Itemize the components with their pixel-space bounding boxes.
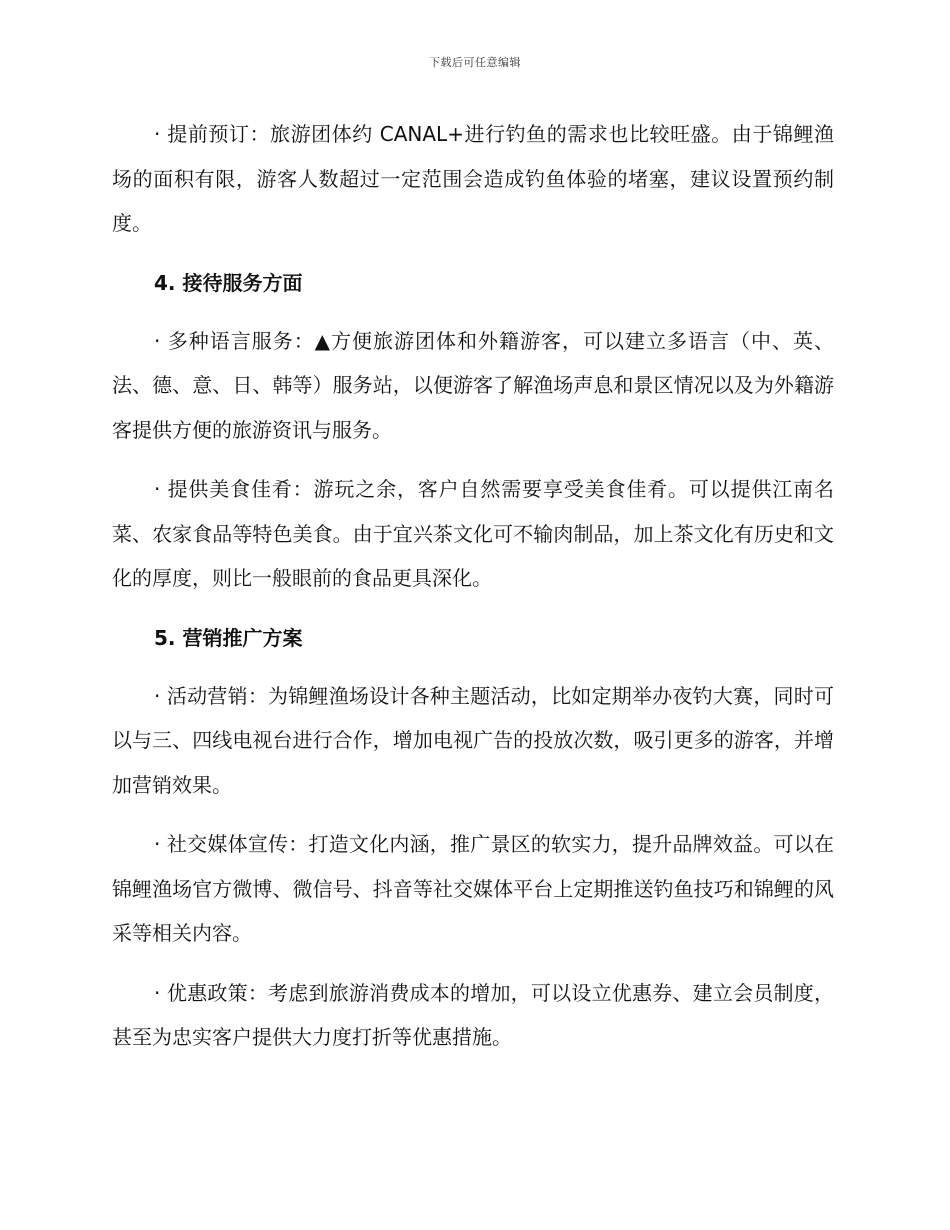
paragraph-multilingual-service: · 多种语言服务：▲方便旅游团体和外籍游客，可以建立多语言（中、英、法、德、意、日、韩等）服务站，以便游客了解渔场声息和景区情况以及为外籍游客提供方便的旅游资讯与服务。 (112, 328, 834, 442)
document-body (112, 112, 834, 1075)
section-heading-reception-service: 4. 接待服务方面 (154, 270, 303, 295)
paragraph-food-service: · 提供美食佳肴：游玩之余，客户自然需要享受美食佳肴。可以提供江南名菜、农家食品等特色美食。由于宜兴茶文化可不输肉制品，加上茶文化有历史和文化的厚度，则比一般眼前的食品更具深化。 (112, 477, 834, 590)
page-header: 下载后可任意编辑 (429, 56, 521, 69)
paragraph-advance-booking: · 提前预订：旅游团体约 CANAL+进行钓鱼的需求也比较旺盛。由于锦鲤渔场的面积有限，游客人数超过一定范围会造成钓鱼体验的堵塞，建议设置预约制度。 (112, 122, 834, 235)
paragraph-event-marketing: · 活动营销：为锦鲤渔场设计各种主题活动，比如定期举办夜钓大赛，同时可以与三、四线电视台进行合作，增加电视广告的投放次数，吸引更多的游客，并增加营销效果。 (112, 683, 834, 797)
paragraph-discount-policy: · 优惠政策：考虑到旅游消费成本的增加，可以设立优惠券、建立会员制度，甚至为忠实客户提供大力度打折等优惠措施。 (112, 980, 834, 1049)
paragraph-social-media: · 社交媒体宣传：打造文化内涵，推广景区的软实力，提升品牌效益。可以在锦鲤渔场官方微博、微信号、抖音等社交媒体平台上定期推送钓鱼技巧和锦鲤的风采等相关内容。 (112, 832, 834, 945)
section-heading-marketing-plan: 5. 营销推广方案 (154, 625, 303, 650)
